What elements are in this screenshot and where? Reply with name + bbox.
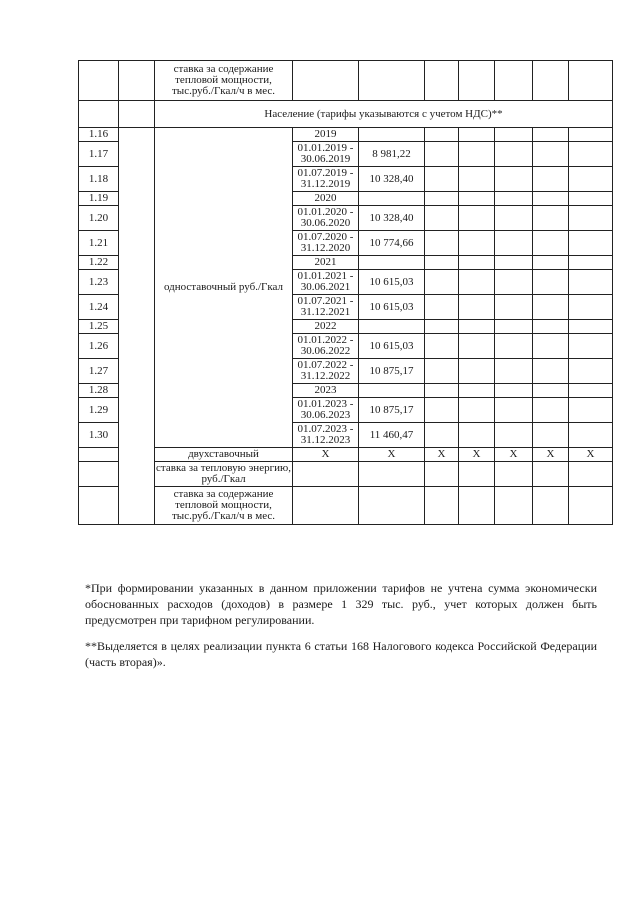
capacity-rate-label: ставка за содержание тепловой мощности, тыс.руб./Гкал/ч в мес.: [155, 487, 293, 525]
tariff-value: 10 328,40: [359, 167, 425, 192]
period-line: 01.07.2021 -: [297, 295, 354, 307]
x-mark: X: [533, 448, 569, 462]
tariff-value: 10 875,17: [359, 359, 425, 384]
period-line: 01.01.2019 -: [297, 142, 354, 154]
period-cell: [293, 270, 359, 295]
tariff-value: 10 875,17: [359, 398, 425, 423]
period-line: 01.07.2020 -: [297, 231, 354, 243]
group-cell: [119, 128, 155, 525]
period-cell: [293, 142, 359, 167]
period-line: 01.01.2022 -: [297, 334, 354, 346]
period-line: 30.06.2020: [300, 217, 351, 229]
period-line: 30.06.2023: [300, 409, 351, 421]
row-number: 1.26: [79, 334, 119, 359]
tariff-table-body: [79, 61, 613, 525]
table-row: [79, 61, 613, 101]
tariff-value: 8 981,22: [359, 142, 425, 167]
row-number: 1.22: [79, 256, 119, 270]
period-cell: [293, 423, 359, 448]
table-row: [79, 448, 613, 462]
tariff-value: 10 615,03: [359, 334, 425, 359]
year-label: 2021: [293, 256, 359, 270]
x-mark: X: [293, 448, 359, 462]
x-mark: X: [359, 448, 425, 462]
tariff-value: 10 328,40: [359, 206, 425, 231]
row-number: 1.27: [79, 359, 119, 384]
period-line: 30.06.2021: [300, 281, 351, 293]
table-row: [79, 128, 613, 142]
period-line: 31.12.2023: [300, 434, 351, 446]
period-cell: [293, 295, 359, 320]
energy-rate-label: ставка за тепловую энергию, руб./Гкал: [156, 462, 291, 485]
footnote-1-text: *При формировании указанных в данном приложении тарифов не учтена сумма экономически обоснованных расходов (доходов) в размере 1 329 тыс. руб., учет которых должен быть предусмотрен при тарифном регулировании.: [85, 581, 597, 627]
period-cell: [293, 398, 359, 423]
row-number: 1.23: [79, 270, 119, 295]
table-row: [79, 101, 613, 128]
period-line: 01.07.2023 -: [297, 423, 354, 435]
x-mark: X: [459, 448, 495, 462]
row-number: 1.17: [79, 142, 119, 167]
tariff-value: 10 774,66: [359, 231, 425, 256]
period-cell: [293, 359, 359, 384]
x-mark: X: [569, 448, 613, 462]
period-line: 31.12.2019: [300, 178, 351, 190]
row-number: 1.28: [79, 384, 119, 398]
tariff-table: [78, 60, 613, 525]
year-label: 2020: [293, 192, 359, 206]
two-rate-label: двухставочный: [155, 448, 293, 462]
tariff-value: 10 615,03: [359, 295, 425, 320]
table-row: [79, 462, 613, 487]
year-label: 2022: [293, 320, 359, 334]
period-line: 31.12.2021: [300, 306, 351, 318]
single-rate-label: одноставочный руб./Гкал: [155, 128, 293, 448]
tariff-value: 10 615,03: [359, 270, 425, 295]
capacity-rate-label-top: ставка за содержание тепловой мощности, тыс.руб./Гкал/ч в мес.: [155, 61, 293, 101]
footnote-1: [85, 580, 597, 628]
x-mark: X: [425, 448, 459, 462]
row-number: 1.30: [79, 423, 119, 448]
population-header: Население (тарифы указываются с учетом НДС)**: [155, 101, 613, 128]
period-line: 01.01.2023 -: [297, 398, 354, 410]
row-number: 1.16: [79, 128, 119, 142]
period-line: 01.07.2022 -: [297, 359, 354, 371]
year-label: 2023: [293, 384, 359, 398]
row-number: 1.19: [79, 192, 119, 206]
period-cell: [293, 334, 359, 359]
x-mark: X: [495, 448, 533, 462]
period-line: 30.06.2019: [300, 153, 351, 165]
period-cell: [293, 167, 359, 192]
row-number: 1.20: [79, 206, 119, 231]
row-number: 1.18: [79, 167, 119, 192]
table-row: [79, 487, 613, 525]
period-line: 30.06.2022: [300, 345, 351, 357]
footnote-2-text: **Выделяется в целях реализации пункта 6 статьи 168 Налогового кодекса Российской Федерации (часть вторая)».: [85, 639, 597, 669]
period-cell: [293, 206, 359, 231]
period-line: 01.01.2021 -: [297, 270, 354, 282]
row-number: 1.25: [79, 320, 119, 334]
row-number: 1.24: [79, 295, 119, 320]
period-cell: [293, 231, 359, 256]
year-label: 2019: [293, 128, 359, 142]
period-line: 31.12.2022: [300, 370, 351, 382]
row-number: 1.21: [79, 231, 119, 256]
footnote-2: [85, 638, 597, 670]
period-line: 31.12.2020: [300, 242, 351, 254]
period-line: 01.01.2020 -: [297, 206, 354, 218]
row-number: 1.29: [79, 398, 119, 423]
period-line: 01.07.2019 -: [297, 167, 354, 179]
tariff-value: 11 460,47: [359, 423, 425, 448]
